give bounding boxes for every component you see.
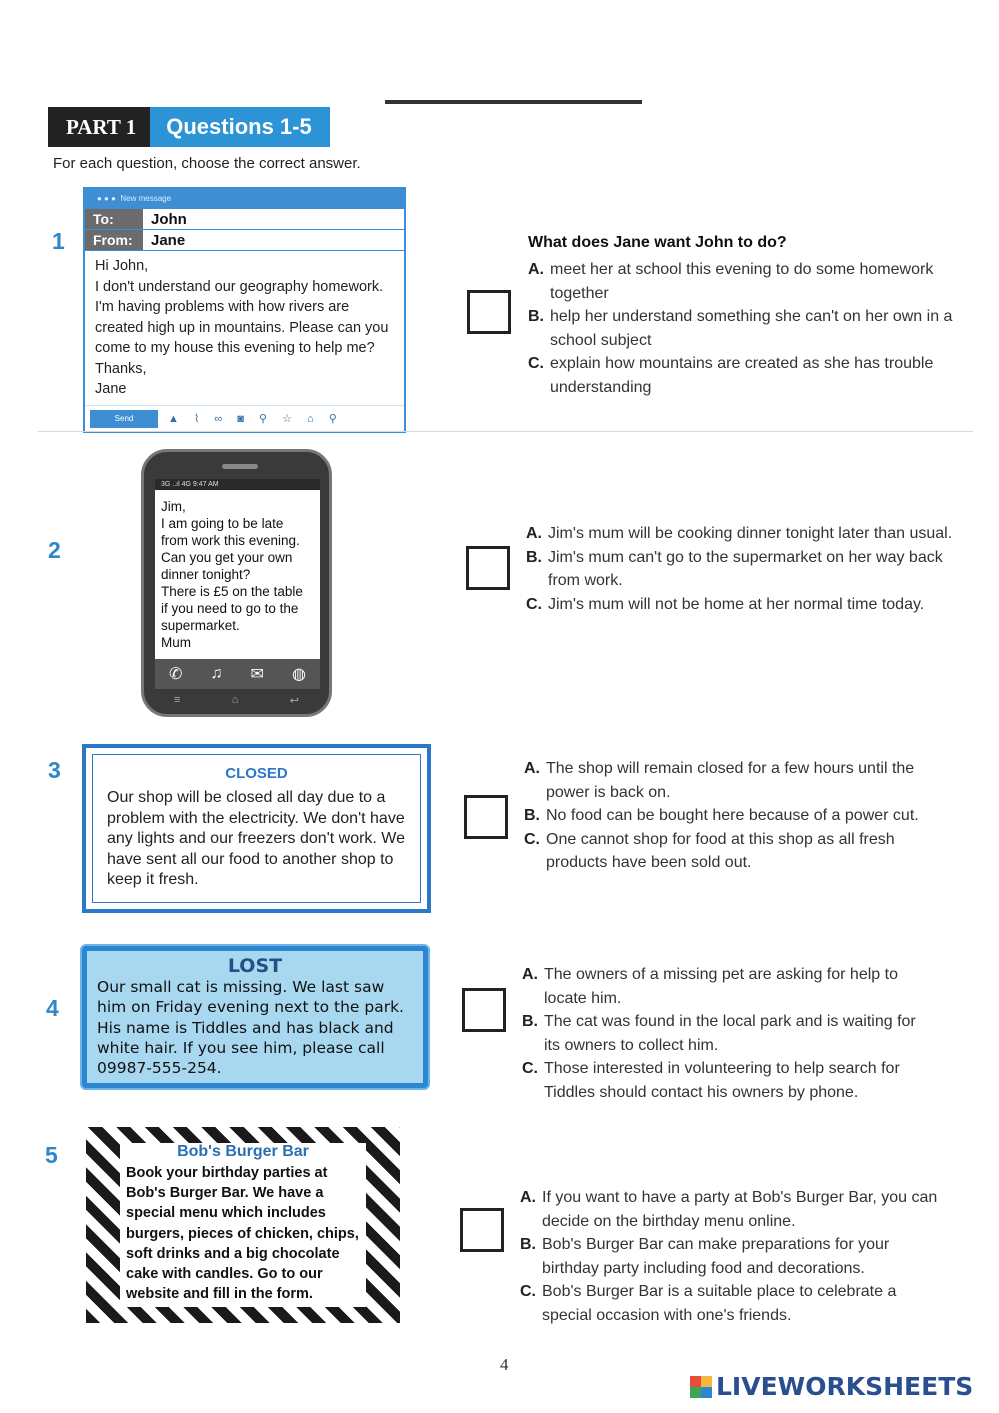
burger-notice	[86, 1127, 400, 1323]
phone-line: Mum	[161, 635, 191, 650]
phone-line: if you need to go to the	[161, 601, 299, 616]
questions-range-label: Questions 1-5	[150, 107, 329, 147]
email-from-row	[85, 230, 404, 251]
liveworksheets-logo-icon	[690, 1376, 712, 1398]
window-dots-icon: ● ● ●	[97, 194, 121, 203]
lost-title: LOST	[227, 955, 283, 977]
option-letter: A.	[522, 966, 538, 983]
option-text: The owners of a missing pet are asking for help to locate him.	[544, 966, 898, 1007]
email-message	[83, 187, 406, 433]
answers-5	[520, 1186, 940, 1327]
option-c	[520, 1280, 940, 1327]
burger-title: Bob's Burger Bar	[177, 1143, 309, 1160]
phone-line: There is £5 on the table	[161, 584, 303, 599]
part-label: PART 1	[48, 107, 150, 147]
phone-status-bar: 3G ..ıl 4G 9:47 AM	[155, 479, 320, 490]
phone-line: dinner tonight?	[161, 567, 251, 582]
question-number-2: 2	[48, 537, 61, 563]
option-text: The shop will remain closed for a few hours until the power is back on.	[546, 760, 915, 801]
email-to-row	[85, 209, 404, 230]
phone-message-text	[155, 490, 320, 659]
phone-screen	[155, 479, 320, 689]
option-b	[520, 1233, 940, 1280]
music-note-icon: ♫	[210, 665, 223, 682]
phone-line: Can you get your own	[161, 550, 293, 565]
closed-notice	[82, 744, 431, 913]
option-a	[522, 963, 932, 1010]
option-text: Jim's mum can't go to the supermarket on her way back from work.	[548, 548, 943, 589]
phone-call-icon: ✆	[169, 666, 183, 683]
option-a	[524, 757, 944, 804]
option-b	[526, 546, 966, 593]
option-text: meet her at school this evening to do some homework together	[550, 261, 934, 302]
option-text: Bob's Burger Bar is a suitable place to celebrate a special occasion with one's friends.	[542, 1283, 897, 1324]
phone-speaker	[222, 464, 258, 469]
lost-body: Our small cat is missing. We last saw him on Friday evening next to the park. His name is Tiddles and has black and white hair. If you see him, please call 09987-555-254.	[97, 978, 404, 1078]
liveworksheets-brand	[690, 1372, 973, 1401]
answers-3	[524, 757, 944, 875]
option-a	[528, 258, 958, 305]
burger-notice-inner	[120, 1143, 366, 1307]
option-text: Those interested in volunteering to help search for Tiddles should contact his owners by phone.	[544, 1060, 900, 1101]
answers-1	[528, 234, 958, 399]
option-letter: B.	[526, 548, 542, 566]
option-letter: B.	[520, 1236, 536, 1253]
back-icon: ↩	[289, 695, 299, 707]
closed-body: Our shop will be closed all day due to a problem with the electricity. We don't have any lights and our freezers don't work. We have sent all our food to another shop to keep it fresh.	[107, 789, 406, 888]
question-number-3: 3	[48, 757, 61, 783]
option-c	[524, 828, 944, 875]
option-letter: B.	[522, 1013, 538, 1030]
answers-4	[522, 963, 932, 1104]
option-text: No food can be bought here because of a power cut.	[546, 807, 919, 824]
option-letter: C.	[524, 830, 540, 848]
instruction-text: For each question, choose the correct answer.	[53, 155, 361, 172]
phone-dock	[155, 659, 320, 689]
answer-box-3[interactable]	[464, 795, 508, 839]
home-icon: ⌂	[231, 694, 239, 706]
email-line: I don't understand our geography homework.	[95, 278, 384, 295]
option-text: help her understand something she can't on her own in a school subject	[550, 308, 953, 349]
page-number: 4	[500, 1355, 509, 1374]
email-from-label: From:	[85, 230, 143, 250]
option-letter: A.	[528, 261, 544, 278]
answer-box-1[interactable]	[467, 290, 511, 334]
option-text: Jim's mum will be cooking dinner tonight later than usual.	[548, 525, 953, 542]
option-text: Jim's mum will not be home at her normal time today.	[548, 595, 925, 613]
option-c	[522, 1057, 932, 1104]
phone-line: supermarket.	[161, 618, 240, 633]
top-rule	[385, 100, 642, 104]
option-letter: B.	[528, 308, 544, 325]
email-to-value: John	[151, 210, 187, 228]
answer-box-4[interactable]	[462, 988, 506, 1032]
menu-icon: ≡	[174, 694, 181, 706]
option-text: explain how mountains are created as she has trouble understanding	[550, 355, 934, 396]
phone-line: I am going to be late	[161, 516, 284, 531]
burger-body: Book your birthday parties at Bob's Burger Bar. We have a special menu which includes burgers, pieces of chicken, chips, soft drinks and a big chocolate cake with candles. Go to our website and fill in the form.	[126, 1165, 359, 1303]
option-text: One cannot shop for food at this shop as all fresh products have been sold out.	[546, 830, 895, 871]
phone-line: from work this evening.	[161, 533, 300, 548]
phone-nav-bar	[174, 694, 299, 708]
mail-icon: ✉	[250, 666, 264, 683]
option-text: The cat was found in the local park and is waiting for its owners to collect him.	[544, 1013, 916, 1054]
email-line: I'm having problems with how rivers are	[95, 299, 350, 315]
email-line: come to my house this evening to help me?	[95, 340, 375, 356]
question-number-1: 1	[52, 228, 65, 254]
closed-notice-inner	[92, 754, 421, 903]
option-letter: A.	[526, 525, 542, 542]
option-letter: C.	[528, 355, 544, 372]
option-c	[528, 352, 958, 399]
answer-box-5[interactable]	[460, 1208, 504, 1252]
email-title-bar	[85, 189, 404, 209]
option-c	[526, 593, 966, 617]
email-toolbar	[85, 405, 404, 431]
part-header	[48, 107, 330, 147]
globe-icon: ◍	[291, 666, 306, 683]
email-to-label: To:	[85, 209, 143, 229]
option-letter: B.	[524, 807, 540, 824]
option-letter: C.	[520, 1283, 536, 1300]
question-number-4: 4	[46, 995, 59, 1021]
closed-title: CLOSED	[225, 765, 288, 782]
option-a	[520, 1186, 940, 1233]
option-b	[524, 804, 944, 828]
email-line: Thanks,	[95, 360, 147, 377]
email-line: Hi John,	[95, 258, 149, 274]
email-from-value: Jane	[151, 231, 186, 249]
question-number-5: 5	[45, 1142, 58, 1168]
answer-box-2[interactable]	[466, 546, 510, 590]
option-text: If you want to have a party at Bob's Burger Bar, you can decide on the birthday menu online.	[542, 1189, 938, 1230]
email-toolbar-icons: ▲ ⌇ ∞ ◙ ⚲ ☆ ⌂ ⚲	[168, 413, 343, 425]
email-line: created high up in mountains. Please can you	[95, 319, 389, 336]
email-window-title: New message	[120, 194, 172, 203]
option-b	[528, 305, 958, 352]
option-a	[526, 522, 966, 546]
option-letter: C.	[522, 1060, 538, 1077]
option-letter: A.	[524, 760, 540, 777]
option-b	[522, 1010, 932, 1057]
answers-2	[526, 522, 966, 616]
section-divider	[38, 431, 973, 432]
send-button: Send	[90, 410, 158, 428]
phone-line: Jim,	[161, 499, 186, 514]
option-letter: A.	[520, 1189, 536, 1206]
option-text: Bob's Burger Bar can make preparations for your birthday party including food and decorations.	[542, 1236, 890, 1277]
lost-notice	[82, 946, 428, 1088]
email-line: Jane	[95, 381, 127, 397]
option-letter: C.	[526, 595, 542, 613]
phone-message	[141, 449, 332, 717]
brand-text: LIVEWORKSHEETS	[716, 1372, 974, 1401]
question-text: What does Jane want John to do?	[528, 234, 787, 251]
email-body	[85, 251, 404, 409]
